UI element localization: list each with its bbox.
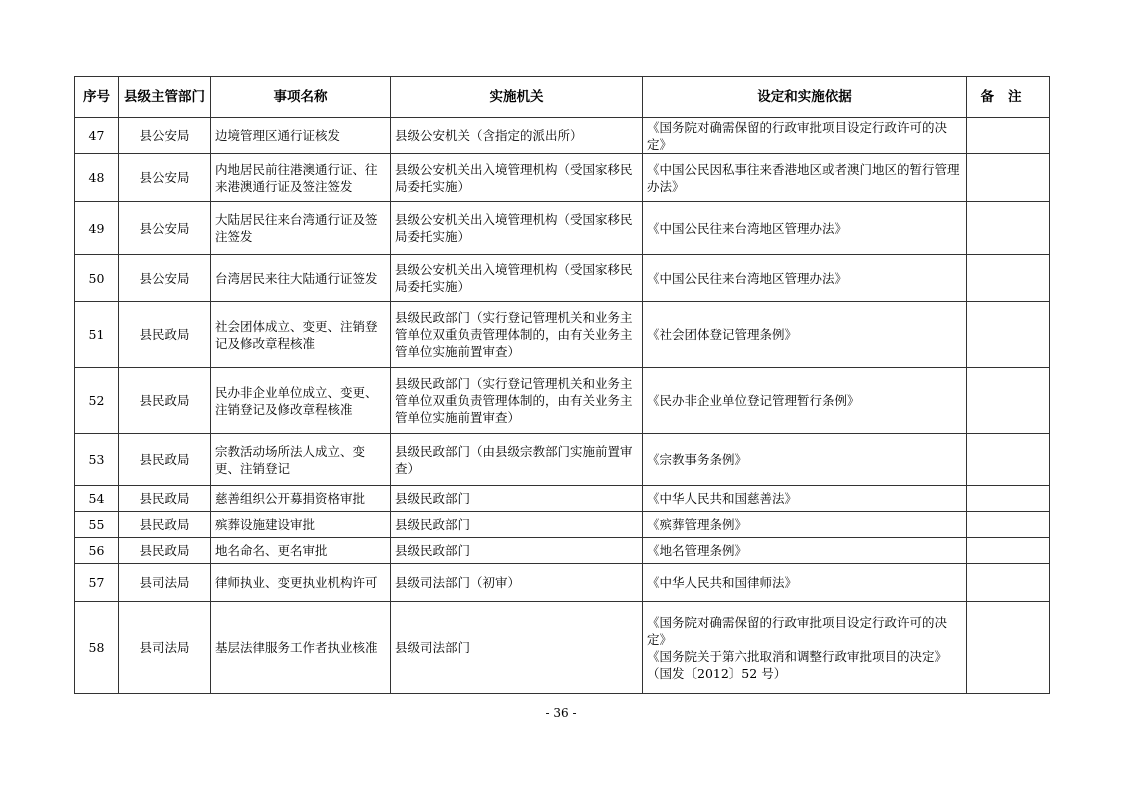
row-agency: 县级司法部门 [391,602,643,694]
row-note [967,602,1050,694]
row-basis: 《地名管理条例》 [643,538,967,564]
row-dept: 县公安局 [119,118,211,154]
table-row [75,602,1050,694]
table-row [75,154,1050,202]
header-dept: 县级主管部门 [119,77,211,118]
row-item: 边境管理区通行证核发 [211,118,391,154]
row-note [967,564,1050,602]
row-basis: 《国务院对确需保留的行政审批项目设定行政许可的决定》 [643,118,967,154]
table-row [75,302,1050,368]
row-agency: 县级民政部门 [391,512,643,538]
row-dept: 县民政局 [119,486,211,512]
row-basis: 《宗教事务条例》 [643,434,967,486]
row-note [967,255,1050,302]
row-dept: 县司法局 [119,564,211,602]
header-basis: 设定和实施依据 [643,77,967,118]
row-agency: 县级公安机关（含指定的派出所） [391,118,643,154]
table-row [75,434,1050,486]
table-header-row [75,77,1050,118]
row-num: 56 [75,538,119,564]
row-agency: 县级民政部门 [391,486,643,512]
row-basis: 《中国公民因私事往来香港地区或者澳门地区的暂行管理办法》 [643,154,967,202]
row-num: 58 [75,602,119,694]
row-item: 民办非企业单位成立、变更、注销登记及修改章程核准 [211,368,391,434]
row-note [967,202,1050,255]
table-row [75,202,1050,255]
row-num: 54 [75,486,119,512]
row-agency: 县级公安机关出入境管理机构（受国家移民局委托实施） [391,255,643,302]
row-num: 53 [75,434,119,486]
page-number: - 36 - [545,706,577,720]
row-note [967,512,1050,538]
table-row [75,486,1050,512]
header-note: 备注 [967,77,1050,118]
row-dept: 县公安局 [119,202,211,255]
row-agency: 县级公安机关出入境管理机构（受国家移民局委托实施） [391,154,643,202]
row-basis: 《社会团体登记管理条例》 [643,302,967,368]
row-basis: 《国务院对确需保留的行政审批项目设定行政许可的决定》 《国务院关于第六批取消和调整行政审批项目的决定》（国发〔2012〕52 号） [643,602,967,694]
header-seq: 序号 [75,77,119,118]
row-item: 宗教活动场所法人成立、变更、注销登记 [211,434,391,486]
header-agency: 实施机关 [391,77,643,118]
row-agency: 县级民政部门（由县级宗教部门实施前置审查） [391,434,643,486]
row-item: 殡葬设施建设审批 [211,512,391,538]
row-num: 51 [75,302,119,368]
row-item: 社会团体成立、变更、注销登记及修改章程核准 [211,302,391,368]
row-num: 49 [75,202,119,255]
row-item: 慈善组织公开募捐资格审批 [211,486,391,512]
row-note [967,154,1050,202]
row-note [967,302,1050,368]
row-agency: 县级民政部门（实行登记管理机关和业务主管单位双重负责管理体制的，由有关业务主管单位实施前置审查） [391,368,643,434]
row-basis: 《殡葬管理条例》 [643,512,967,538]
row-agency: 县级公安机关出入境管理机构（受国家移民局委托实施） [391,202,643,255]
row-note [967,538,1050,564]
row-note [967,368,1050,434]
row-basis: 《中华人民共和国律师法》 [643,564,967,602]
row-dept: 县民政局 [119,512,211,538]
table-row [75,118,1050,154]
row-dept: 县民政局 [119,368,211,434]
row-dept: 县司法局 [119,602,211,694]
row-item: 台湾居民来往大陆通行证签发 [211,255,391,302]
row-num: 48 [75,154,119,202]
row-item: 内地居民前往港澳通行证、往来港澳通行证及签注签发 [211,154,391,202]
approval-items-table [74,76,1050,694]
row-item: 律师执业、变更执业机构许可 [211,564,391,602]
table-row [75,564,1050,602]
row-basis: 《中华人民共和国慈善法》 [643,486,967,512]
table-row [75,368,1050,434]
row-dept: 县公安局 [119,255,211,302]
row-agency: 县级民政部门（实行登记管理机关和业务主管单位双重负责管理体制的，由有关业务主管单位实施前置审查） [391,302,643,368]
row-num: 57 [75,564,119,602]
table-row [75,512,1050,538]
row-item: 地名命名、更名审批 [211,538,391,564]
row-item: 大陆居民往来台湾通行证及签注签发 [211,202,391,255]
row-dept: 县民政局 [119,434,211,486]
row-agency: 县级民政部门 [391,538,643,564]
header-item: 事项名称 [211,77,391,118]
table-row [75,538,1050,564]
row-dept: 县民政局 [119,538,211,564]
row-basis: 《中国公民往来台湾地区管理办法》 [643,202,967,255]
row-note [967,434,1050,486]
table-row [75,255,1050,302]
row-num: 52 [75,368,119,434]
row-basis: 《民办非企业单位登记管理暂行条例》 [643,368,967,434]
row-num: 55 [75,512,119,538]
row-dept: 县民政局 [119,302,211,368]
row-agency: 县级司法部门（初审） [391,564,643,602]
row-dept: 县公安局 [119,154,211,202]
row-note [967,486,1050,512]
row-note [967,118,1050,154]
row-basis: 《中国公民往来台湾地区管理办法》 [643,255,967,302]
row-num: 50 [75,255,119,302]
row-item: 基层法律服务工作者执业核准 [211,602,391,694]
row-num: 47 [75,118,119,154]
